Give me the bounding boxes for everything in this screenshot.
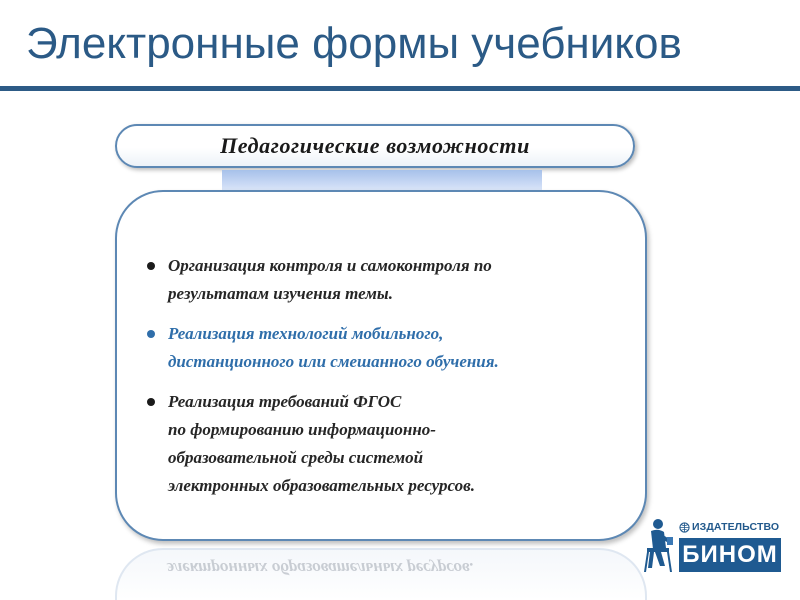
logo-caption-text: ИЗДАТЕЛЬСТВО <box>692 521 780 533</box>
bullet-line: результатам изучения темы. <box>168 284 393 303</box>
bullet-item-control <box>145 252 615 308</box>
bullet-dot-icon <box>147 398 155 406</box>
logo-caption <box>679 520 779 534</box>
reader-figure-icon <box>641 518 675 572</box>
bullet-dot-icon <box>147 330 155 338</box>
bullet-line: по формированию информационно- <box>168 420 436 439</box>
bullet-line: Реализация технологий мобильного, <box>168 324 444 343</box>
publisher-logo <box>641 518 781 572</box>
title-divider <box>0 86 800 91</box>
bullet-line: Реализация требований ФГОС <box>168 392 402 411</box>
bullet-dot-icon <box>147 262 155 270</box>
section-header <box>115 124 635 168</box>
bullet-line: дистанционного или смешанного обучения. <box>168 352 499 371</box>
slide-title: Электронные формы учебников <box>26 19 682 68</box>
bullet-line: Организация контроля и самоконтроля по <box>168 256 492 275</box>
reflection-text: электронных образовательных ресурсов. <box>167 559 474 578</box>
bullet-item-mobile-learning <box>145 320 615 376</box>
section-header-label: Педагогические возможности <box>220 133 530 158</box>
logo-brand-box <box>679 538 781 572</box>
bullet-line: электронных образовательных ресурсов. <box>168 476 475 495</box>
bullet-line: образовательной среды системой <box>168 448 424 467</box>
bullet-list <box>145 252 615 512</box>
globe-icon <box>679 522 690 533</box>
bullet-item-fgos <box>145 388 615 500</box>
logo-brand-text: БИНОМ <box>682 541 778 568</box>
panel-reflection <box>115 548 647 600</box>
